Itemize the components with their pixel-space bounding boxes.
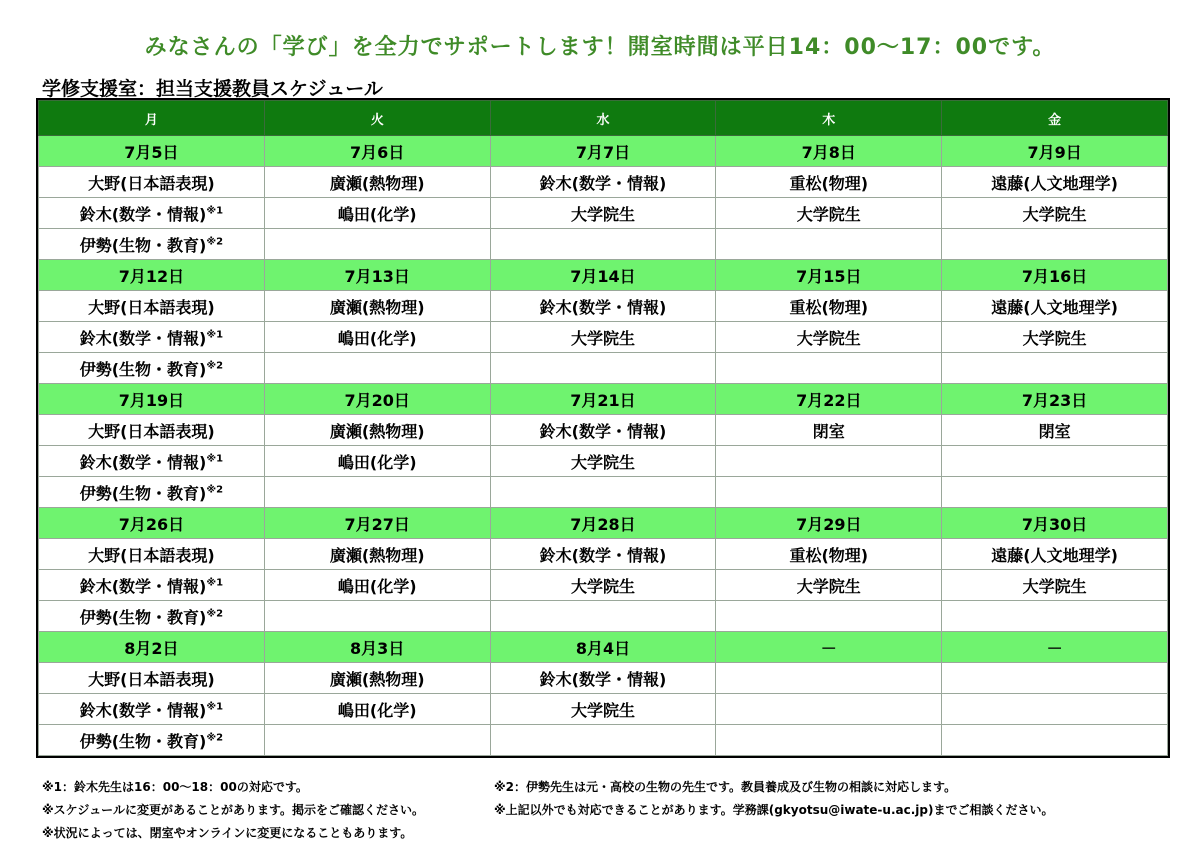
teacher-cell: 大学院生 <box>942 570 1168 601</box>
teacher-cell: 遠藤(人文地理学) <box>942 291 1168 322</box>
teacher-cell-footnoted <box>39 446 265 477</box>
teacher-row <box>39 725 1168 756</box>
date-row <box>39 260 1168 291</box>
date-cell: 7月21日 <box>490 384 716 415</box>
footnote-mark: ※2 <box>206 360 224 372</box>
date-cell: 7月26日 <box>39 508 265 539</box>
teacher-cell: 大学院生 <box>490 322 716 353</box>
teacher-cell: 廣瀬(熱物理) <box>264 167 490 198</box>
teacher-cell <box>942 353 1168 384</box>
teacher-row <box>39 570 1168 601</box>
footnote-mark: ※1 <box>206 205 224 217</box>
teacher-name: 鈴木(数学・情報) <box>79 452 207 472</box>
teacher-cell: 廣瀬(熱物理) <box>264 663 490 694</box>
teacher-row <box>39 415 1168 446</box>
teacher-cell: 重松(物理) <box>716 539 942 570</box>
teacher-cell <box>490 229 716 260</box>
teacher-cell <box>490 601 716 632</box>
teacher-cell-footnoted <box>39 322 265 353</box>
teacher-cell <box>264 229 490 260</box>
teacher-cell: 大学院生 <box>490 694 716 725</box>
teacher-cell <box>264 601 490 632</box>
weekday-header: 水 <box>490 101 716 136</box>
note-5: ※状況によっては、閉室やオンラインに変更になることもあります。 <box>42 826 413 840</box>
weekday-header-row <box>39 101 1168 136</box>
teacher-name: 鈴木(数学・情報) <box>79 576 207 596</box>
teacher-cell: 廣瀬(熱物理) <box>264 539 490 570</box>
date-row <box>39 384 1168 415</box>
teacher-cell: 大野(日本語表現) <box>39 539 265 570</box>
date-cell: 7月29日 <box>716 508 942 539</box>
teacher-row <box>39 229 1168 260</box>
teacher-cell: 重松(物理) <box>716 167 942 198</box>
teacher-cell: 廣瀬(熱物理) <box>264 415 490 446</box>
weekday-header: 金 <box>942 101 1168 136</box>
note-2: ※2：伊勢先生は元・高校の生物の先生です。教員養成及び生物の相談に対応します。 <box>494 780 957 794</box>
teacher-cell: 嶋田(化学) <box>264 694 490 725</box>
teacher-name: 鈴木(数学・情報) <box>79 700 207 720</box>
footnote-mark: ※1 <box>206 329 224 341</box>
date-cell: 7月20日 <box>264 384 490 415</box>
date-cell: 7月27日 <box>264 508 490 539</box>
teacher-cell: 大野(日本語表現) <box>39 167 265 198</box>
teacher-cell: 廣瀬(熱物理) <box>264 291 490 322</box>
teacher-cell: 嶋田(化学) <box>264 570 490 601</box>
footnote-mark: ※2 <box>206 608 224 620</box>
teacher-cell: 大野(日本語表現) <box>39 663 265 694</box>
date-cell: 7月16日 <box>942 260 1168 291</box>
date-cell: 8月3日 <box>264 632 490 663</box>
teacher-cell-footnoted <box>39 353 265 384</box>
teacher-cell-footnoted <box>39 477 265 508</box>
date-cell: 7月8日 <box>716 136 942 167</box>
teacher-cell <box>264 353 490 384</box>
date-cell: 8月4日 <box>490 632 716 663</box>
date-cell: 7月5日 <box>39 136 265 167</box>
teacher-cell: 鈴木(数学・情報) <box>490 663 716 694</box>
date-cell: 7月12日 <box>39 260 265 291</box>
teacher-cell <box>716 446 942 477</box>
teacher-cell: 遠藤(人文地理学) <box>942 539 1168 570</box>
teacher-cell <box>942 446 1168 477</box>
teacher-cell <box>264 477 490 508</box>
date-cell: 7月22日 <box>716 384 942 415</box>
teacher-cell: 大学院生 <box>490 570 716 601</box>
weekday-header: 月 <box>39 101 265 136</box>
teacher-row <box>39 198 1168 229</box>
page-headline: みなさんの「学び」を全力でサポートします！開室時間は平日14：00～17：00です。 <box>144 35 1056 60</box>
footnote-mark: ※1 <box>206 701 224 713</box>
teacher-cell-footnoted <box>39 198 265 229</box>
teacher-cell: 鈴木(数学・情報) <box>490 415 716 446</box>
teacher-row <box>39 694 1168 725</box>
schedule-table <box>38 100 1168 756</box>
date-cell: 7月15日 <box>716 260 942 291</box>
date-cell: 8月2日 <box>39 632 265 663</box>
teacher-cell <box>716 694 942 725</box>
teacher-cell <box>490 725 716 756</box>
teacher-cell-footnoted <box>39 570 265 601</box>
teacher-cell: 大学院生 <box>716 570 942 601</box>
note-4: ※上記以外でも対応できることがあります。学務課(gkyotsu@iwate-u.ac.jp)までご相談ください。 <box>494 803 1054 817</box>
teacher-cell: 閉室 <box>942 415 1168 446</box>
teacher-cell <box>716 353 942 384</box>
teacher-cell-footnoted <box>39 229 265 260</box>
teacher-row <box>39 601 1168 632</box>
date-cell: 7月7日 <box>490 136 716 167</box>
teacher-cell <box>490 477 716 508</box>
teacher-cell <box>716 477 942 508</box>
footnote-mark: ※2 <box>206 732 224 744</box>
teacher-cell: 大野(日本語表現) <box>39 415 265 446</box>
teacher-cell <box>490 353 716 384</box>
note-3: ※スケジュールに変更があることがあります。掲示をご確認ください。 <box>42 803 424 817</box>
teacher-cell: 鈴木(数学・情報) <box>490 291 716 322</box>
teacher-cell: 大学院生 <box>716 198 942 229</box>
teacher-cell-footnoted <box>39 694 265 725</box>
date-row <box>39 508 1168 539</box>
teacher-cell: 大学院生 <box>716 322 942 353</box>
teacher-cell <box>264 725 490 756</box>
teacher-cell: 大学院生 <box>490 198 716 229</box>
teacher-cell: 大野(日本語表現) <box>39 291 265 322</box>
teacher-cell <box>942 229 1168 260</box>
teacher-cell: 重松(物理) <box>716 291 942 322</box>
teacher-row <box>39 322 1168 353</box>
teacher-row <box>39 663 1168 694</box>
teacher-cell: 大学院生 <box>942 198 1168 229</box>
teacher-cell <box>942 694 1168 725</box>
teacher-row <box>39 353 1168 384</box>
date-cell: 7月14日 <box>490 260 716 291</box>
date-cell: 7月30日 <box>942 508 1168 539</box>
teacher-cell <box>716 725 942 756</box>
teacher-row <box>39 291 1168 322</box>
teacher-name: 伊勢(生物・教育) <box>79 731 207 751</box>
teacher-name: 伊勢(生物・教育) <box>79 483 207 503</box>
teacher-row <box>39 167 1168 198</box>
teacher-cell <box>716 229 942 260</box>
date-cell: 7月19日 <box>39 384 265 415</box>
teacher-row <box>39 539 1168 570</box>
teacher-name: 鈴木(数学・情報) <box>79 328 207 348</box>
teacher-row <box>39 446 1168 477</box>
date-row <box>39 136 1168 167</box>
teacher-cell: 嶋田(化学) <box>264 198 490 229</box>
teacher-cell-footnoted <box>39 601 265 632</box>
teacher-cell: 大学院生 <box>942 322 1168 353</box>
date-cell: 7月28日 <box>490 508 716 539</box>
teacher-cell <box>942 477 1168 508</box>
teacher-cell <box>942 663 1168 694</box>
date-cell: － <box>942 632 1168 663</box>
date-cell: － <box>716 632 942 663</box>
teacher-cell-footnoted <box>39 725 265 756</box>
teacher-cell: 大学院生 <box>490 446 716 477</box>
footnote-mark: ※1 <box>206 577 224 589</box>
teacher-cell: 嶋田(化学) <box>264 446 490 477</box>
teacher-name: 伊勢(生物・教育) <box>79 607 207 627</box>
footnote-mark: ※2 <box>206 484 224 496</box>
teacher-cell: 閉室 <box>716 415 942 446</box>
teacher-cell <box>716 663 942 694</box>
footnote-mark: ※1 <box>206 453 224 465</box>
date-cell: 7月23日 <box>942 384 1168 415</box>
date-row <box>39 632 1168 663</box>
date-cell: 7月9日 <box>942 136 1168 167</box>
teacher-cell <box>942 601 1168 632</box>
schedule-title: 学修支援室：担当支援教員スケジュール <box>42 78 383 100</box>
teacher-cell <box>716 601 942 632</box>
teacher-cell <box>942 725 1168 756</box>
footnote-mark: ※2 <box>206 236 224 248</box>
teacher-cell: 遠藤(人文地理学) <box>942 167 1168 198</box>
note-1: ※1：鈴木先生は16：00～18：00の対応です。 <box>42 780 308 794</box>
weekday-header: 火 <box>264 101 490 136</box>
teacher-cell: 鈴木(数学・情報) <box>490 167 716 198</box>
weekday-header: 木 <box>716 101 942 136</box>
teacher-row <box>39 477 1168 508</box>
teacher-name: 伊勢(生物・教育) <box>79 359 207 379</box>
teacher-name: 鈴木(数学・情報) <box>79 204 207 224</box>
teacher-name: 伊勢(生物・教育) <box>79 235 207 255</box>
teacher-cell: 鈴木(数学・情報) <box>490 539 716 570</box>
teacher-cell: 嶋田(化学) <box>264 322 490 353</box>
date-cell: 7月6日 <box>264 136 490 167</box>
date-cell: 7月13日 <box>264 260 490 291</box>
